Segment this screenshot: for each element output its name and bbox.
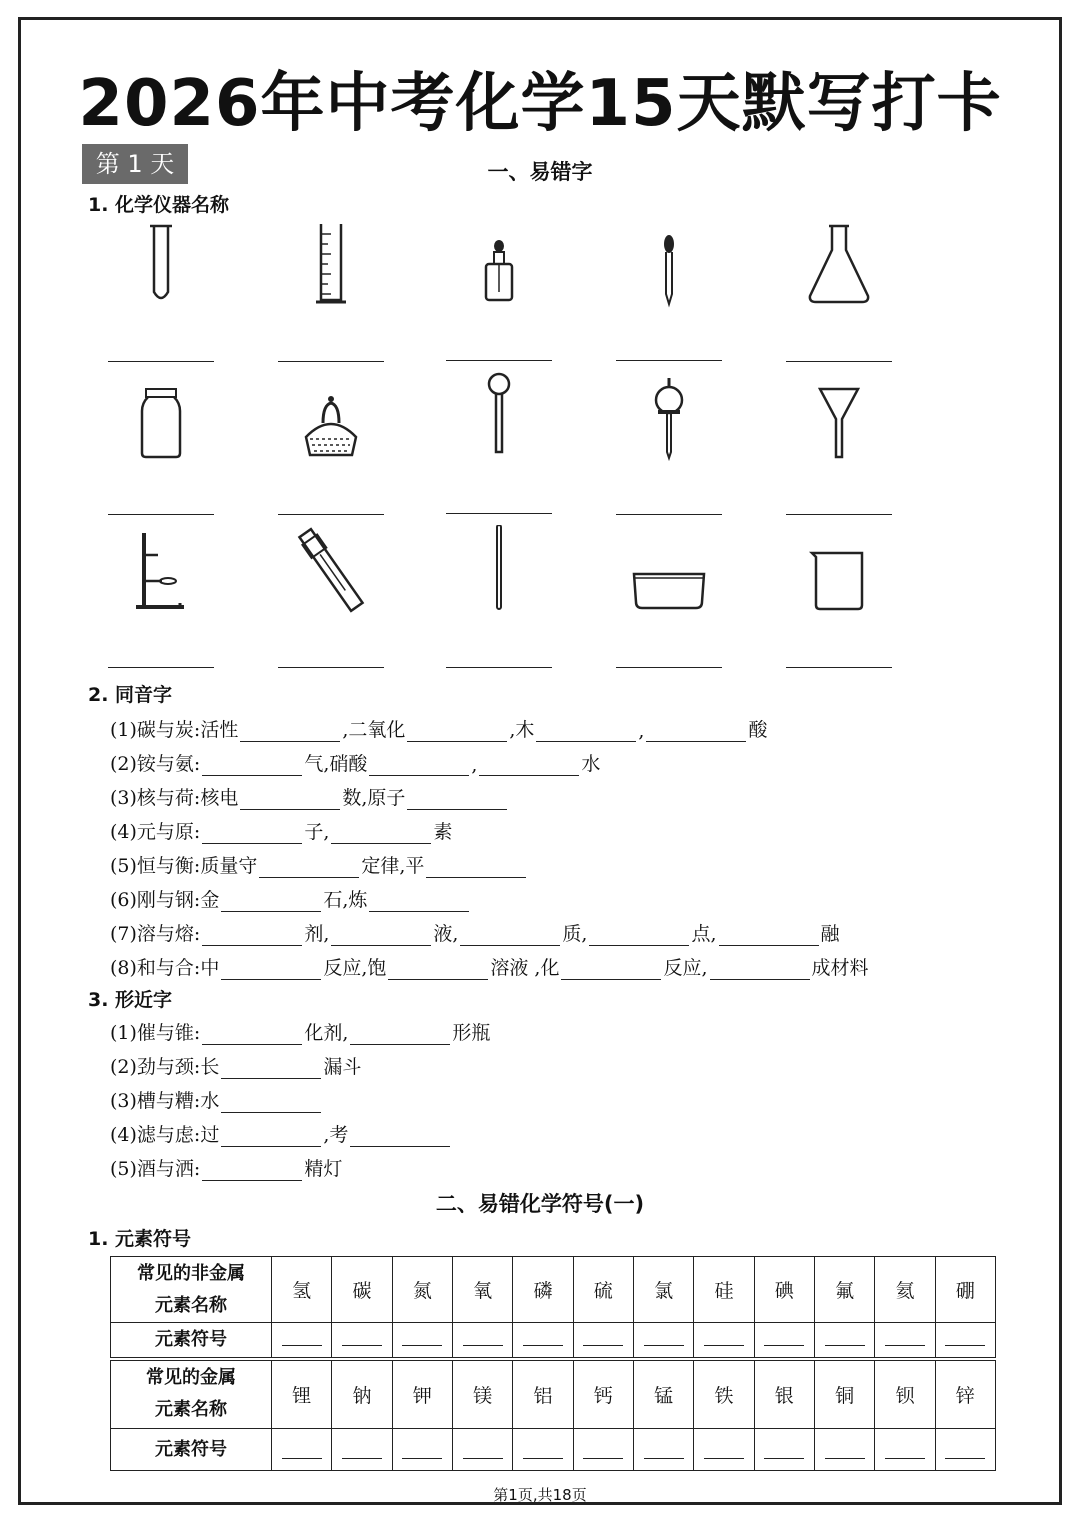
gas-jar-icon [106, 375, 216, 465]
element-name-cell: 银 [754, 1359, 814, 1429]
element-name-cell: 氯 [633, 1257, 693, 1323]
exercise-row [110, 746, 600, 776]
page-footer: 第1页,共18页 [493, 1486, 587, 1504]
exercise-row [110, 1151, 342, 1181]
glass-rod-icon [444, 525, 554, 615]
fill-blank[interactable] [536, 719, 636, 742]
exercise-text: ,二氧化 [342, 719, 406, 741]
exercise-text: (1)碳与炭:活性 [110, 719, 239, 741]
element-name-cell: 氢 [272, 1257, 332, 1323]
exercise-text: 液, [433, 923, 459, 945]
fill-blank[interactable] [589, 923, 689, 946]
part2-title: 2. 同音字 [88, 684, 173, 706]
element-name-cell: 碳 [332, 1257, 392, 1323]
answer-line[interactable] [278, 514, 384, 515]
symbol-blank-cell[interactable] [392, 1323, 452, 1359]
exercise-text: 剂, [304, 923, 330, 945]
exercise-text: (8)和与合:中 [110, 957, 220, 979]
exercise-text: 数,原子 [342, 787, 406, 809]
element-symbol-table [110, 1256, 996, 1471]
fill-blank[interactable] [710, 957, 810, 980]
element-name-cell: 铝 [513, 1359, 573, 1429]
symbol-blank-cell[interactable] [694, 1429, 754, 1471]
exercise-text: 水 [581, 753, 601, 775]
symbol-blank-cell[interactable] [272, 1429, 332, 1471]
exercise-text: (4)元与原: [110, 821, 201, 843]
symbol-blank-cell[interactable] [875, 1429, 935, 1471]
fill-blank[interactable] [331, 923, 431, 946]
exercise-text: (2)劲与颈:长 [110, 1056, 220, 1078]
fill-blank[interactable] [202, 1022, 302, 1045]
exercise-text: 酸 [748, 719, 768, 741]
answer-line[interactable] [446, 360, 552, 361]
answer-line[interactable] [446, 513, 552, 514]
fill-blank[interactable] [259, 855, 359, 878]
fill-blank[interactable] [369, 753, 469, 776]
fill-blank[interactable] [202, 923, 302, 946]
exercise-row [110, 780, 509, 810]
test-tube-clamp-icon [276, 525, 386, 615]
exercise-text: (3)核与荷:核电 [110, 787, 239, 809]
element-name-cell: 钙 [573, 1359, 633, 1429]
part3-title: 3. 形近字 [88, 989, 173, 1011]
symbol-blank-cell[interactable] [754, 1429, 814, 1471]
section2-title: 二、易错化学符号(一) [435, 1192, 645, 1216]
dropper-icon [614, 220, 724, 310]
exercise-text: 石,炼 [323, 889, 368, 911]
exercise-text: (4)滤与虑:过 [110, 1124, 220, 1146]
element-name-cell: 铜 [814, 1359, 874, 1429]
symbol-blank-cell[interactable] [452, 1429, 512, 1471]
exercise-text: 气,硝酸 [304, 753, 368, 775]
test-tube-icon [106, 220, 216, 310]
answer-line[interactable] [278, 361, 384, 362]
element-name-cell: 硅 [694, 1257, 754, 1323]
symbol-blank-cell[interactable] [332, 1429, 392, 1471]
symbol-blank-cell[interactable] [814, 1323, 874, 1359]
element-name-cell: 锌 [935, 1359, 995, 1429]
element-name-cell: 氧 [452, 1257, 512, 1323]
answer-line[interactable] [108, 667, 214, 668]
fill-blank[interactable] [561, 957, 661, 980]
fill-blank[interactable] [202, 821, 302, 844]
exercise-text: ,木 [509, 719, 535, 741]
exercise-row [110, 1049, 361, 1079]
symbol-blank-cell[interactable] [513, 1323, 573, 1359]
symbol-blank-cell[interactable] [875, 1323, 935, 1359]
answer-line[interactable] [446, 667, 552, 668]
fill-blank[interactable] [388, 957, 488, 980]
graduated-cylinder-icon [276, 220, 386, 310]
element-name-cell: 氦 [875, 1257, 935, 1323]
section1-title: 一、易错字 [487, 160, 593, 184]
fill-blank[interactable] [221, 1090, 321, 1113]
exercise-row [110, 848, 528, 878]
fill-blank[interactable] [202, 1158, 302, 1181]
exercise-text: 子, [304, 821, 330, 843]
exercise-row [110, 882, 471, 912]
exercise-text: (7)溶与熔: [110, 923, 201, 945]
exercise-text: 点, [691, 923, 717, 945]
exercise-row [110, 712, 767, 742]
element-name-cell: 铁 [694, 1359, 754, 1429]
symbol-blank-cell[interactable] [392, 1429, 452, 1471]
symbol-blank-cell[interactable] [272, 1323, 332, 1359]
fill-blank[interactable] [479, 753, 579, 776]
exercise-text: 化剂, [304, 1022, 349, 1044]
element-name-cell: 氮 [392, 1257, 452, 1323]
symbol-blank-cell[interactable] [332, 1323, 392, 1359]
answer-line[interactable] [786, 514, 892, 515]
answer-line[interactable] [616, 514, 722, 515]
exercise-text: (5)酒与洒: [110, 1158, 201, 1180]
long-neck-funnel-icon [444, 370, 554, 460]
funnel-icon [784, 375, 894, 465]
fill-blank[interactable] [221, 1124, 321, 1147]
fill-blank[interactable] [221, 1056, 321, 1079]
element-name-cell: 钡 [875, 1359, 935, 1429]
symbol-header: 元素符号 [111, 1323, 272, 1359]
element-name-cell: 硫 [573, 1257, 633, 1323]
element-name-cell: 硼 [935, 1257, 995, 1323]
exercise-text: 漏斗 [323, 1056, 362, 1078]
fill-blank[interactable] [719, 923, 819, 946]
exercise-row [110, 814, 452, 844]
symbol-blank-cell[interactable] [513, 1429, 573, 1471]
exercise-text: 形瓶 [452, 1022, 491, 1044]
fill-blank[interactable] [221, 889, 321, 912]
evaporating-dish-icon [614, 530, 724, 620]
symbol-blank-cell[interactable] [754, 1323, 814, 1359]
fill-blank[interactable] [426, 855, 526, 878]
day-badge: 第 1 天 [82, 144, 188, 184]
part1-title: 1. 化学仪器名称 [88, 194, 230, 216]
element-name-cell: 碘 [754, 1257, 814, 1323]
symbol-blank-cell[interactable] [633, 1429, 693, 1471]
fill-blank[interactable] [350, 1124, 450, 1147]
fill-blank[interactable] [221, 957, 321, 980]
exercise-text: 精灯 [304, 1158, 343, 1180]
exercise-text: 融 [820, 923, 840, 945]
exercise-row [110, 916, 840, 946]
exercise-row [110, 950, 869, 980]
exercise-text: (2)铵与氨: [110, 753, 201, 775]
exercise-text: (1)催与锥: [110, 1022, 201, 1044]
answer-line[interactable] [786, 361, 892, 362]
answer-line[interactable] [108, 514, 214, 515]
nonmetal-header: 常见的非金属 元素名称 [111, 1257, 272, 1323]
symbol-blank-cell[interactable] [935, 1323, 995, 1359]
element-name-cell: 镁 [452, 1359, 512, 1429]
fill-blank[interactable] [460, 923, 560, 946]
metal-header: 常见的金属 元素名称 [111, 1359, 272, 1429]
exercise-text: 素 [433, 821, 453, 843]
fill-blank[interactable] [646, 719, 746, 742]
conical-flask-icon [784, 220, 894, 310]
exercise-text: , [471, 754, 478, 776]
exercise-text: ,考 [323, 1124, 349, 1146]
symbol-blank-cell[interactable] [814, 1429, 874, 1471]
element-symbol-title: 1. 元素符号 [88, 1228, 192, 1250]
alcohol-lamp-icon [276, 375, 386, 465]
symbol-blank-cell[interactable] [573, 1323, 633, 1359]
fill-blank[interactable] [369, 889, 469, 912]
exercise-text: 反应,饱 [323, 957, 387, 979]
exercise-text: (5)恒与衡:质量守 [110, 855, 258, 877]
exercise-text: (6)刚与钢:金 [110, 889, 220, 911]
exercise-text: 定律,平 [361, 855, 425, 877]
exercise-row [110, 1083, 323, 1113]
exercise-row [110, 1117, 452, 1147]
answer-line[interactable] [108, 361, 214, 362]
fill-blank[interactable] [407, 787, 507, 810]
iron-stand-icon [106, 525, 216, 615]
beaker-icon [784, 525, 894, 615]
element-name-cell: 锂 [272, 1359, 332, 1429]
symbol-blank-cell[interactable] [633, 1323, 693, 1359]
answer-line[interactable] [278, 667, 384, 668]
dropper-bottle-icon [444, 220, 554, 310]
fill-blank[interactable] [350, 1022, 450, 1045]
fill-blank[interactable] [202, 753, 302, 776]
fill-blank[interactable] [240, 787, 340, 810]
answer-line[interactable] [616, 667, 722, 668]
answer-line[interactable] [786, 667, 892, 668]
fill-blank[interactable] [331, 821, 431, 844]
element-name-cell: 钾 [392, 1359, 452, 1429]
exercise-text: 质, [562, 923, 588, 945]
fill-blank[interactable] [240, 719, 340, 742]
symbol-header: 元素符号 [111, 1429, 272, 1471]
element-name-cell: 氟 [814, 1257, 874, 1323]
exercise-text: 反应, [663, 957, 708, 979]
exercise-text: 成材料 [811, 957, 869, 979]
element-name-cell: 磷 [513, 1257, 573, 1323]
exercise-text: , [638, 720, 645, 742]
symbol-blank-cell[interactable] [935, 1429, 995, 1471]
page-title: 2026年中考化学15天默写打卡 [78, 67, 1002, 141]
fill-blank[interactable] [407, 719, 507, 742]
symbol-blank-cell[interactable] [452, 1323, 512, 1359]
element-name-cell: 钠 [332, 1359, 392, 1429]
exercise-row [110, 1015, 490, 1045]
exercise-text: (3)槽与糟:水 [110, 1090, 220, 1112]
answer-line[interactable] [616, 360, 722, 361]
symbol-blank-cell[interactable] [694, 1323, 754, 1359]
element-name-cell: 锰 [633, 1359, 693, 1429]
symbol-blank-cell[interactable] [573, 1429, 633, 1471]
separatory-funnel-icon [614, 372, 724, 462]
exercise-text: 溶液 ,化 [490, 957, 560, 979]
